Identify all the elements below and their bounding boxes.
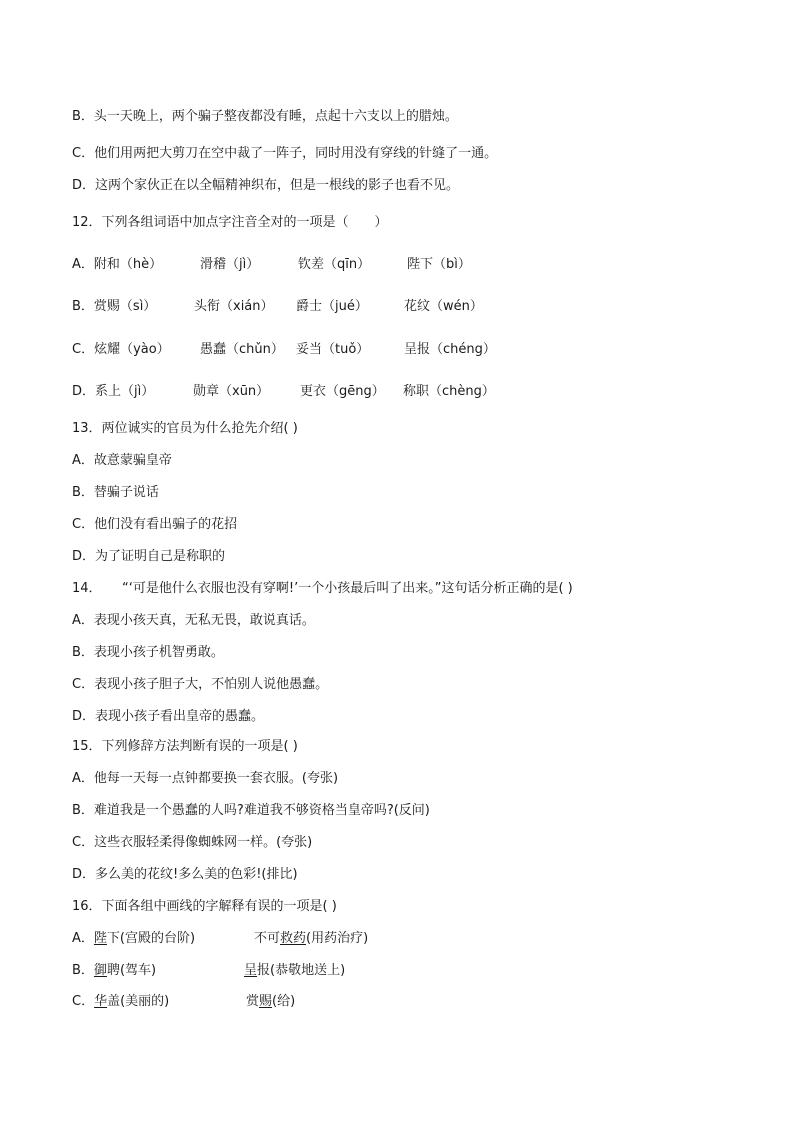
q12-c-1: C．炫耀（yào）: [72, 342, 170, 357]
q13-stem: 13．两位诚实的官员为什么抢先介绍( ): [72, 421, 298, 436]
q12-d-3: 更衣（gēng）: [300, 384, 385, 399]
q12-a-4: 陛下（bì）: [407, 257, 471, 272]
q13-option-a: A．故意蒙骗皇帝: [72, 453, 172, 468]
q15-option-d: D．多么美的花纹!多么美的色彩!(排比): [72, 867, 298, 882]
q15-stem: 15．下列修辞方法判断有误的一项是( ): [72, 739, 298, 754]
q12-a-1: A．附和（hè）: [72, 257, 163, 272]
q16-option-c-2: 赏赐(给): [246, 994, 296, 1009]
q14-number: 14．: [72, 581, 102, 596]
q16-option-b-2: 呈报(恭敬地送上): [244, 963, 346, 978]
q12-c-3: 妥当（tuǒ）: [296, 342, 370, 357]
q12-d-2: 勋章（xūn）: [193, 384, 270, 399]
q14-stem: “‘可是他什么衣服也没有穿啊!’一个小孩最后叫了出来。”这句话分析正确的是( ): [122, 581, 573, 596]
q16-option-a-1: A．陛下(宫殿的台阶): [72, 931, 196, 946]
q12-a-3: 钦差（qīn）: [298, 257, 371, 272]
q12-stem: 12．下列各组词语中加点字注音全对的一项是（ ）: [72, 215, 388, 230]
q12-b-2: 头衔（xián）: [194, 299, 274, 314]
q15-option-b: B．难道我是一个愚蠢的人吗?难道我不够资格当皇帝吗?(反问): [72, 803, 430, 818]
q12-d-4: 称职（chèng）: [403, 384, 495, 399]
underlined-char: 御: [93, 963, 107, 978]
q13-option-c: C．他们没有看出骗子的花招: [72, 517, 238, 532]
q12-a-2: 滑稽（jì）: [200, 257, 260, 272]
q13-option-d: D．为了证明自己是称职的: [72, 549, 226, 564]
q12-c-4: 呈报（chéng）: [404, 342, 496, 357]
q16-stem: 16．下面各组中画线的字解释有误的一项是( ): [72, 899, 337, 914]
q13-option-b: B．替骗子说话: [72, 485, 159, 500]
q11-option-b: B．头一天晚上，两个骗子整夜都没有睡，点起十六支以上的腊烛。: [72, 109, 458, 124]
q12-b-3: 爵士（jué）: [296, 299, 368, 314]
q14-option-a: A．表现小孩天真，无私无畏，敢说真话。: [72, 613, 315, 628]
q16-option-b-1: B．御聘(驾车): [72, 963, 157, 978]
q12-c-2: 愚蠢（chǔn）: [200, 342, 284, 357]
q12-d-1: D．系上（jì）: [72, 384, 155, 399]
underlined-char: 华: [94, 994, 108, 1009]
underlined-char: 赐: [259, 994, 273, 1009]
q14-option-d: D．表现小孩子看出皇帝的愚蠢。: [72, 709, 265, 724]
q16-option-a-2: 不可救药(用药治疗): [254, 931, 369, 946]
q16-option-c-1: C．华盖(美丽的): [72, 994, 170, 1009]
q11-option-c: C．他们用两把大剪刀在空中裁了一阵子，同时用没有穿线的针缝了一通。: [72, 146, 498, 161]
underlined-char: 陛: [93, 931, 107, 946]
q12-b-1: B．赏赐（sì）: [72, 299, 157, 314]
underlined-char: 救药: [280, 931, 307, 946]
q15-option-c: C．这些衣服轻柔得像蜘蛛网一样。(夸张): [72, 835, 313, 850]
q12-b-4: 花纹（wén）: [404, 299, 483, 314]
underlined-char: 呈: [244, 963, 258, 978]
q15-option-a: A．他每一天每一点钟都要换一套衣服。(夸张): [72, 771, 339, 786]
q14-option-b: B．表现小孩子机智勇敢。: [72, 645, 224, 660]
q11-option-d: D．这两个家伙正在以全幅精神织布，但是一根线的影子也看不见。: [72, 178, 460, 193]
q14-option-c: C．表现小孩子胆子大，不怕别人说他愚蠢。: [72, 677, 329, 692]
